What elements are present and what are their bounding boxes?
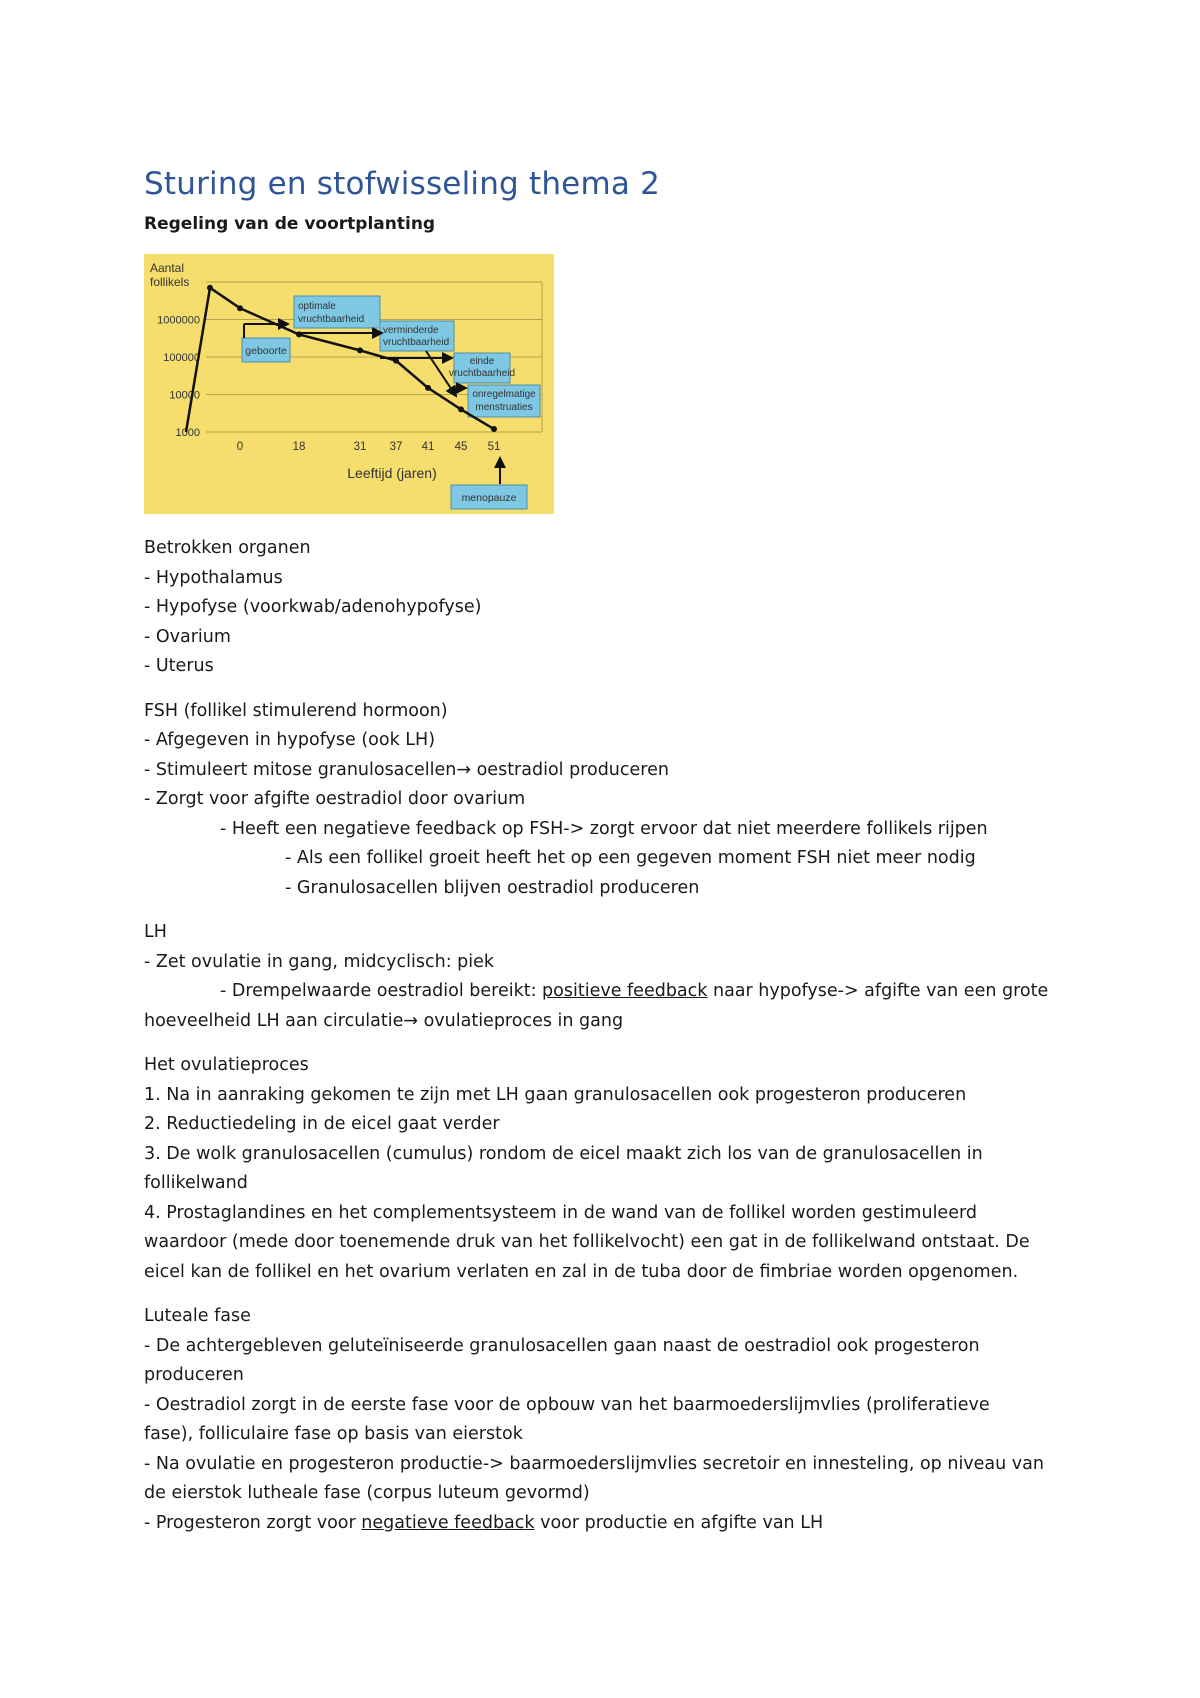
heading-fsh: FSH (follikel stimulerend hormoon) (144, 700, 448, 721)
body-text (144, 534, 1064, 1538)
data-point (425, 385, 431, 391)
list-item: - Hypothalamus (144, 567, 283, 588)
lh-line (144, 977, 1064, 1007)
data-point (458, 406, 464, 412)
follicle-chart-svg (144, 254, 554, 514)
section-subtitle: Regeling van de voortplanting (144, 214, 436, 234)
x-axis-label: Leeftijd (jaren) (347, 465, 437, 481)
x-tick-label: 45 (454, 441, 468, 453)
label-geboorte: geboorte (245, 345, 287, 357)
luteale-text: - Progesteron zorgt voor (144, 1512, 362, 1533)
x-tick-label: 41 (421, 441, 435, 453)
x-tick-label: 37 (389, 441, 403, 453)
luteale-line: - Oestradiol zorgt in de eerste fase voor de opbouw van het baarmoederslijmvlies (proliferatieve (144, 1394, 990, 1415)
y-tick-label: 1000 (175, 427, 200, 439)
luteale-line: - De achtergebleven geluteïniseerde granulosacellen gaan naast de oestradiol ook progesteron (144, 1335, 980, 1356)
fsh-line: - Heeft een negatieve feedback op FSH-> zorgt ervoor dat niet meerdere follikels rijpen (220, 818, 988, 839)
negative-feedback-term: negatieve feedback (361, 1512, 535, 1533)
x-tick-label: 31 (353, 441, 367, 453)
y-axis-label-part: follikels (150, 275, 190, 289)
data-point (296, 331, 302, 337)
label-onregelmatige-2: menstruaties (475, 402, 533, 413)
heading-luteale: Luteale fase (144, 1306, 251, 1326)
x-tick-label: 0 (236, 441, 244, 453)
lh-text: naar hypofyse-> afgifte van een grote (707, 981, 1049, 1001)
page-title: Sturing en stofwisseling thema 2 (144, 166, 661, 202)
luteale-line (144, 1509, 1064, 1539)
positive-feedback-term: positieve feedback (542, 981, 708, 1001)
list-item: - Uterus (144, 656, 214, 676)
document-page (144, 164, 1064, 1533)
y-axis-label-line1 (150, 261, 189, 289)
list-item: - Hypofyse (voorkwab/adenohypofyse) (144, 597, 482, 617)
data-point (393, 358, 399, 364)
luteale-line: de eierstok lutheale fase (corpus luteum gevormd) (144, 1483, 590, 1503)
ovulatie-line: 4. Prostaglandines en het complementsysteem in de wand van de follikel worden gestimuleerd (144, 1202, 977, 1223)
data-point (207, 285, 213, 291)
ovulatie-line: 3. De wolk granulosacellen (cumulus) rondom de eicel maakt zich los van de granulosacellen in (144, 1143, 983, 1164)
y-tick-label: 10000 (169, 389, 200, 402)
ovulatie-line: follikelwand (144, 1173, 248, 1193)
follicle-chart (144, 254, 554, 514)
list-item: - Ovarium (144, 626, 231, 647)
label-einde-2: vruchtbaarheid (448, 368, 516, 379)
data-point (491, 426, 497, 432)
fsh-line: - Stimuleert mitose granulosacellen→ oestradiol produceren (144, 759, 669, 780)
fsh-line: - Zorgt voor afgifte oestradiol door ovarium (144, 789, 526, 809)
label-verminderde-1: verminderde (383, 325, 439, 336)
heading-ovulatie: Het ovulatieproces (144, 1055, 309, 1075)
ovulatie-line: waardoor (mede door toenemende druk van het follikelvocht) een gat in de follikelwand ontstaat. De (144, 1232, 1030, 1252)
lh-line: - Zet ovulatie in gang, midcyclisch: piek (144, 951, 495, 972)
y-tick-label: 1000000 (157, 314, 200, 327)
fsh-line: - Als een follikel groeit heeft het op een gegeven moment FSH niet meer nodig (285, 848, 976, 868)
luteale-line: fase), folliculaire fase op basis van eierstok (144, 1424, 523, 1444)
luteale-line: - Na ovulatie en progesteron productie-> baarmoederslijmvlies secretoir en innesteling, op niveau van (144, 1453, 1044, 1474)
heading-organen: Betrokken organen (144, 538, 311, 558)
x-tick-label: 51 (487, 441, 501, 453)
label-optimale-2: vruchtbaarheid (298, 314, 365, 325)
label-verminderde-2: vruchtbaarheid (383, 337, 450, 348)
ovulatie-line: 2. Reductiedeling in de eicel gaat verder (144, 1114, 500, 1134)
luteale-text: voor productie en afgifte van LH (534, 1512, 824, 1533)
x-tick-label: 18 (292, 441, 306, 453)
lh-line: hoeveelheid LH aan circulatie→ ovulatieproces in gang (144, 1010, 624, 1031)
luteale-line: produceren (144, 1365, 244, 1385)
data-point (357, 347, 363, 353)
label-menopauze: menopauze (461, 492, 517, 504)
label-optimale-1: optimale (298, 301, 336, 312)
label-einde-1: einde (469, 356, 495, 367)
fsh-line: - Granulosacellen blijven oestradiol produceren (285, 877, 700, 898)
ovulatie-line: 1. Na in aanraking gekomen te zijn met LH gaan granulosacellen ook progesteron produceren (144, 1084, 967, 1105)
y-tick-label: 100000 (163, 352, 200, 364)
y-axis-label-part: Aantal (150, 261, 185, 275)
ovulatie-line: eicel kan de follikel en het ovarium verlaten en zal in de tuba door de fimbriae worden opgenomen. (144, 1261, 1019, 1282)
fsh-line: - Afgegeven in hypofyse (ook LH) (144, 730, 436, 750)
heading-lh: LH (144, 922, 167, 942)
lh-text: - Drempelwaarde oestradiol bereikt: (220, 981, 543, 1001)
label-onregelmatige-1: onregelmatige (472, 389, 536, 400)
data-point (237, 305, 243, 311)
